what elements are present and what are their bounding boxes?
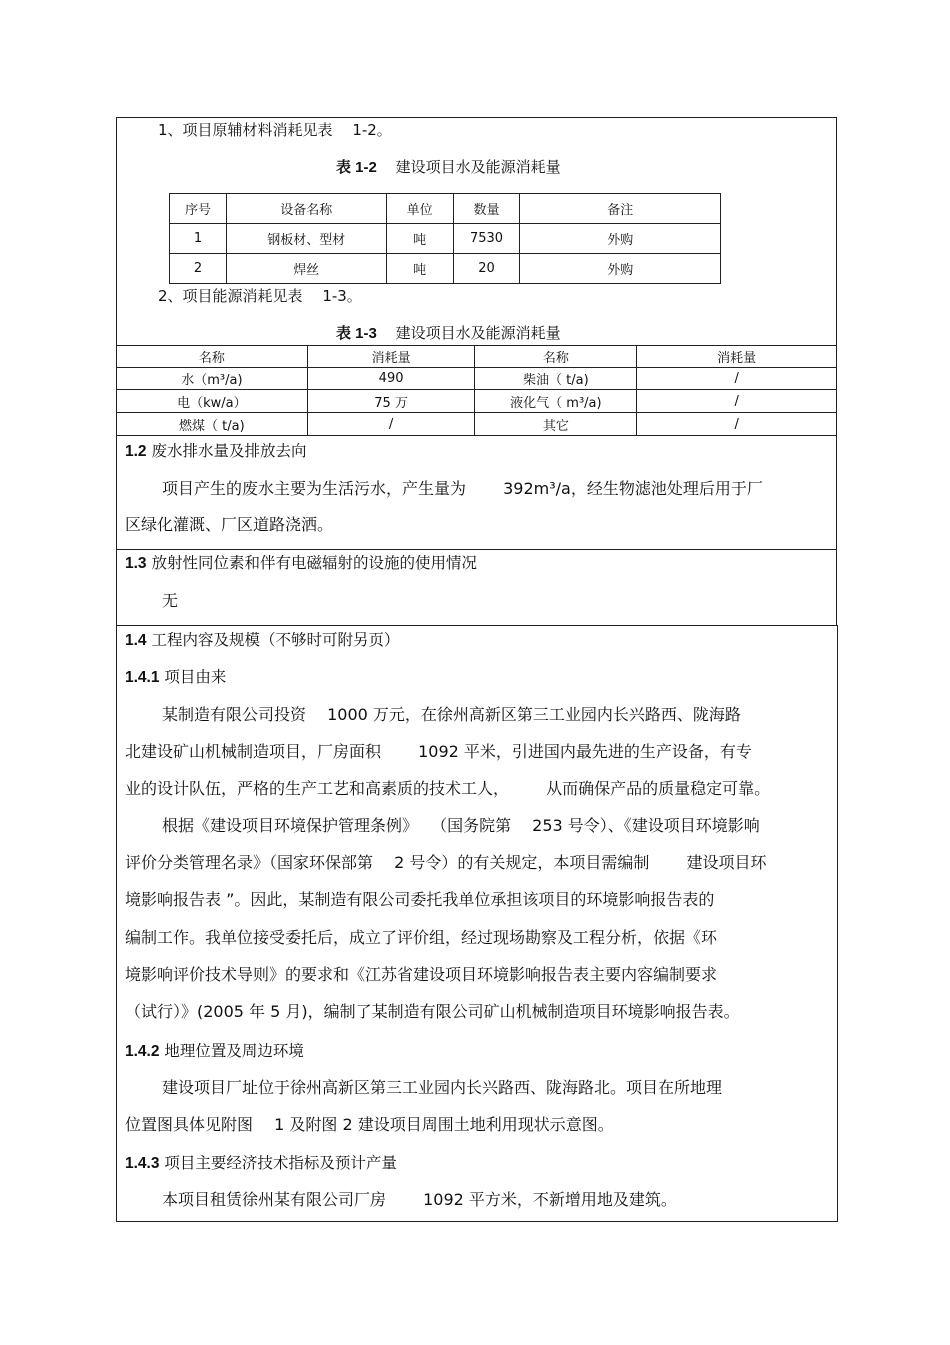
table-1-3 xyxy=(116,345,837,436)
section-1-4-3-line: 本项目租赁徐州某有限公司厂房 1092 平方米，不新增用地及建筑。 xyxy=(162,1190,677,1209)
section-1-4-1-line: 北建设矿山机械制造项目，厂房面积 1092 平米，引进国内最先进的生产设备，有专 xyxy=(125,742,752,761)
table-1-2-caption xyxy=(336,156,561,177)
section-1-3-title: 放射性同位素和伴有电磁辐射的设施的使用情况 xyxy=(151,554,478,572)
table-cell: 20 xyxy=(453,254,520,284)
table-cell: / xyxy=(637,390,837,413)
section-1-4-1-line: 编制工作。我单位接受委托后，成立了评价组，经过现场勘察及工程分析，依据《环 xyxy=(125,928,718,947)
table-1-2-caption-number: 表 1-2 xyxy=(336,159,377,176)
section-1-3-content: 无 xyxy=(162,591,179,610)
table-header-cell: 数量 xyxy=(453,194,520,224)
table-cell: / xyxy=(637,413,837,436)
table-cell: 焊丝 xyxy=(226,254,386,284)
table-header-cell: 消耗量 xyxy=(637,346,837,368)
table-cell: 其它 xyxy=(475,413,637,436)
table-cell: 吨 xyxy=(386,224,453,254)
table-row xyxy=(117,368,837,390)
section-1-4-3-heading xyxy=(125,1153,397,1174)
table-cell: 液化气（ m³/a) xyxy=(475,390,637,413)
item-2-text: 2、项目能源消耗见表 1-3。 xyxy=(158,287,362,305)
section-1-2-title: 废水排水量及排放去向 xyxy=(151,442,307,460)
section-1-3-heading xyxy=(125,553,477,574)
section-1-4-number: 1.4 xyxy=(125,632,147,649)
table-row xyxy=(117,390,837,413)
table-1-3-header-row xyxy=(117,346,837,368)
table-cell: 外购 xyxy=(520,254,721,284)
section-1-4-2-title: 地理位置及周边环境 xyxy=(164,1042,304,1060)
table-cell: 电（kw/a） xyxy=(117,390,308,413)
section-1-3-number: 1.3 xyxy=(125,555,147,572)
section-1-2-line-1: 项目产生的废水主要为生活污水，产生量为 392m³/a，经生物滤池处理后用于厂 xyxy=(162,479,763,498)
table-cell: 钢板材、型材 xyxy=(226,224,386,254)
section-1-4-1-number: 1.4.1 xyxy=(125,669,160,686)
section-1-4-1-line: 某制造有限公司投资 1000 万元，在徐州高新区第三工业园内长兴路西、陇海路 xyxy=(162,705,741,724)
section-1-4-1-line: （试行）》(2005 年 5 月)，编制了某制造有限公司矿山机械制造项目环境影响报告表。 xyxy=(125,1002,740,1021)
section-1-4-2-line: 建设项目厂址位于徐州高新区第三工业园内长兴路西、陇海路北。项目在所地理 xyxy=(162,1078,723,1097)
table-cell: 1 xyxy=(170,224,227,254)
section-1-4-1-line: 评价分类管理名录》（国家环保部第 2 号令）的有关规定，本项目需编制 建设项目环 xyxy=(125,853,767,872)
table-row xyxy=(170,224,721,254)
section-1-4-title: 工程内容及规模（不够时可附另页） xyxy=(151,631,400,649)
table-header-cell: 序号 xyxy=(170,194,227,224)
table-cell: 7530 xyxy=(453,224,520,254)
table-row xyxy=(170,254,721,284)
table-1-3-caption xyxy=(336,322,561,343)
table-cell: 75 万 xyxy=(307,390,475,413)
section-1-4-heading xyxy=(125,630,400,651)
table-cell: 外购 xyxy=(520,224,721,254)
table-cell: / xyxy=(307,413,475,436)
table-header-cell: 名称 xyxy=(475,346,637,368)
section-1-4-2-number: 1.4.2 xyxy=(125,1043,160,1060)
section-1-2-number: 1.2 xyxy=(125,443,147,460)
section-1-4-1-line: 业的设计队伍，严格的生产工艺和高素质的技术工人， 从而确保产品的质量稳定可靠。 xyxy=(125,779,771,798)
section-1-4-2-line: 位置图具体见附图 1 及附图 2 建设项目周围土地利用现状示意图。 xyxy=(125,1115,614,1134)
section-1-2-line-2: 区绿化灌溉、厂区道路浇洒。 xyxy=(125,515,334,534)
table-cell: 490 xyxy=(307,368,475,390)
table-1-2 xyxy=(169,193,721,284)
section-1-4-3-title: 项目主要经济技术指标及预计产量 xyxy=(164,1154,397,1172)
table-header-cell: 单位 xyxy=(386,194,453,224)
table-header-cell: 备注 xyxy=(520,194,721,224)
section-1-4-1-line: 根据《建设项目环境保护管理条例》 （国务院第 253 号令）、《建设项目环境影响 xyxy=(162,816,760,835)
table-1-2-caption-text: 建设项目水及能源消耗量 xyxy=(395,158,561,176)
section-1-4-1-title: 项目由来 xyxy=(164,668,227,686)
item-1-text: 1、项目原辅材料消耗见表 1-2。 xyxy=(158,121,392,139)
table-1-3-caption-text: 建设项目水及能源消耗量 xyxy=(395,324,561,342)
table-header-cell: 消耗量 xyxy=(307,346,475,368)
section-1-4-1-heading xyxy=(125,667,226,688)
table-1-2-header-row xyxy=(170,194,721,224)
table-1-3-caption-number: 表 1-3 xyxy=(336,325,377,342)
section-1-4-1-line: 境影响报告表 ”。因此，某制造有限公司委托我单位承担该项目的环境影响报告表的 xyxy=(125,890,715,909)
table-header-cell: 设备名称 xyxy=(226,194,386,224)
section-1-4-1-line: 境影响评价技术导则》的要求和《江苏省建设项目环境影响报告表主要内容编制要求 xyxy=(125,965,718,984)
table-cell: 柴油（ t/a) xyxy=(475,368,637,390)
section-1-4-3-number: 1.4.3 xyxy=(125,1155,160,1172)
table-header-cell: 名称 xyxy=(117,346,308,368)
table-cell: 水（m³/a) xyxy=(117,368,308,390)
section-1-2-heading xyxy=(125,441,307,462)
table-cell: 燃煤（ t/a) xyxy=(117,413,308,436)
table-cell: 2 xyxy=(170,254,227,284)
table-row xyxy=(117,413,837,436)
section-divider xyxy=(116,549,837,550)
table-cell: / xyxy=(637,368,837,390)
section-1-4-2-heading xyxy=(125,1041,304,1062)
table-cell: 吨 xyxy=(386,254,453,284)
